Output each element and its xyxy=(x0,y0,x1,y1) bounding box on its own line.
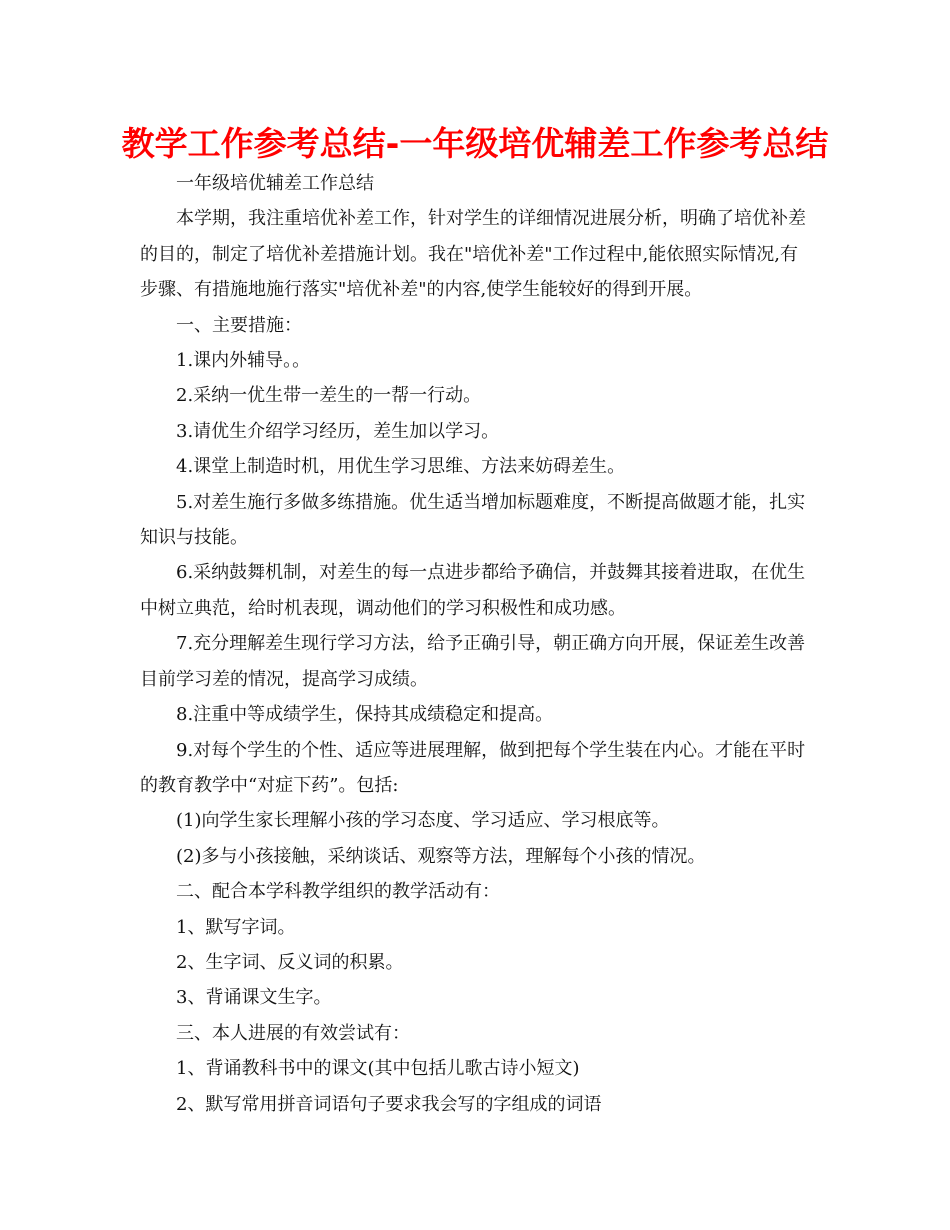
document-title: 教学工作参考总结-一年级培优辅差工作参考总结 xyxy=(121,124,829,163)
subtitle-paragraph: 一年级培优辅差工作总结 xyxy=(176,173,374,194)
section-heading-measures: 一、主要措施： xyxy=(176,314,302,336)
attempt-item: 1、背诵教科书中的课文(其中包括儿歌古诗小短文) xyxy=(176,1058,580,1080)
section-heading-activities: 二、配合本学科教学组织的教学活动有： xyxy=(176,881,500,903)
measure-item: 4.课堂上制造时机，用优生学习思维、方法来妨碍差生。 xyxy=(176,456,626,478)
measure-item: 1.课内外辅导。。 xyxy=(176,350,311,372)
sub-item: (1)向学生家长理解小孩的学习态度、学习适应、学习根底等。 xyxy=(176,810,670,832)
intro-paragraph: 本学期，我注重培优补差工作，针对学生的详细情况进展分析，明确了培优补差的目的，制定了培优补差措施计划。我在"培优补差"工作过程中,能依照实际情况,有步骤、有措施地施行落实"培优补差"的内容,使学生能较好的得到开展。 xyxy=(140,208,806,301)
measure-item: 8.注重中等成绩学生，保持其成绩稳定和提高。 xyxy=(176,704,554,726)
activity-item: 2、生字词、反义词的积累。 xyxy=(176,951,404,973)
activity-item: 3、背诵课文生字。 xyxy=(176,987,332,1009)
activity-item: 1、默写字词。 xyxy=(176,916,296,938)
document-body xyxy=(140,166,812,1122)
measure-item: 9.对每个学生的个性、适应等进展理解，做到把每个学生装在内心。才能在平时的教育教学中“对症下药”。包括: xyxy=(140,739,806,796)
attempt-item: 2、默写常用拼音词语句子要求我会写的字组成的词语 xyxy=(176,1093,602,1115)
measure-item: 5.对差生施行多做多练措施。优生适当增加标题难度，不断提高做题才能，扎实知识与技能。 xyxy=(140,491,806,549)
section-heading-attempts: 三、本人进展的有效尝试有： xyxy=(176,1022,410,1044)
sub-item: (2)多与小孩接触，采纳谈话、观察等方法，理解每个小孩的情况。 xyxy=(176,845,706,867)
measure-item: 6.采纳鼓舞机制，对差生的每一点进步都给予确信，并鼓舞其接着进取，在优生中树立典范，给时机表现，调动他们的学习积极性和成功感。 xyxy=(140,562,806,619)
measure-item: 7.充分理解差生现行学习方法，给予正确引导，朝正确方向开展，保证差生改善目前学习差的情况，提高学习成绩。 xyxy=(140,633,806,690)
measure-item: 2.采纳一优生带一差生的一帮一行动。 xyxy=(176,385,482,407)
measure-item: 3.请优生介绍学习经历，差生加以学习。 xyxy=(176,420,500,442)
